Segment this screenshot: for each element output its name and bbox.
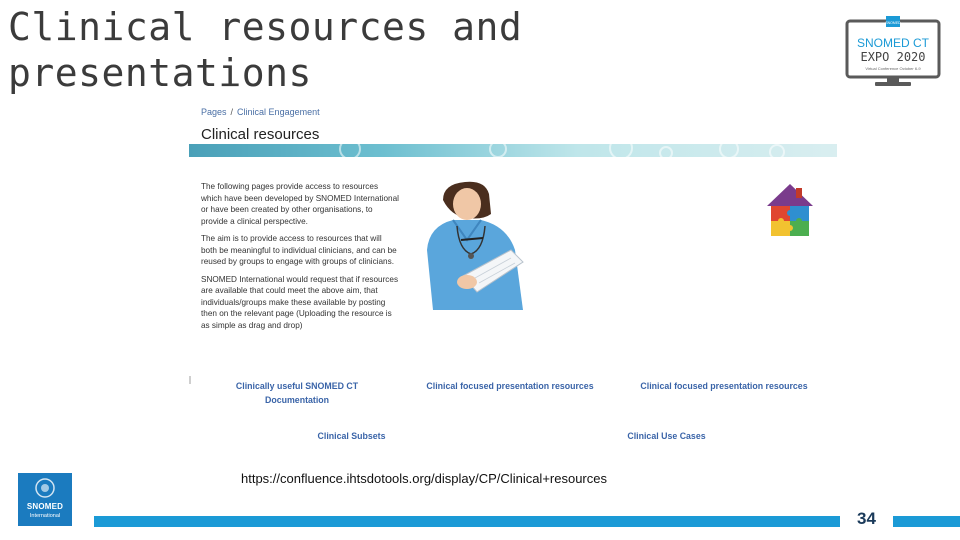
breadcrumb-separator: /: [230, 107, 234, 117]
link-clinically-useful-documentation[interactable]: Clinically useful SNOMED CT Documentation: [235, 381, 359, 405]
intro-text: [201, 181, 399, 337]
source-url[interactable]: https://confluence.ihtsdotools.org/display/CP/Clinical+resources: [241, 471, 607, 486]
scroll-marker: [189, 376, 191, 384]
page-number: 34: [857, 509, 876, 528]
page-heading: Clinical resources: [201, 126, 320, 143]
expo-logo-line-3: Virtual Conference October 6-9: [865, 66, 921, 71]
link-clinical-presentation-resources[interactable]: Clinical focused presentation resources: [426, 381, 594, 391]
expo-logo-line-1: SNOMED CT: [857, 36, 929, 50]
breadcrumb: [201, 107, 320, 117]
footer-bar: [94, 516, 840, 527]
snomed-international-logo: [18, 473, 72, 526]
puzzle-house-icon: [765, 182, 815, 238]
slide-title: [8, 4, 522, 96]
intro-paragraph: The following pages provide access to resources which have been developed by SNOMED International or have been created by other organisations, to provide a clinical perspective.: [201, 182, 399, 226]
snomed-logo-mark-icon: [18, 473, 72, 503]
link-clinical-subsets[interactable]: Clinical Subsets: [317, 431, 386, 441]
snomed-logo-subtitle: International: [29, 513, 61, 519]
breadcrumb-clinical-engagement[interactable]: Clinical Engagement: [237, 107, 320, 117]
snomed-logo-name: SNOMED: [26, 502, 64, 511]
intro-paragraph: The aim is to provide access to resources that will both be meaningful to individual clinicians, and can be reused by groups to engage with groups of clinicians.: [201, 234, 397, 266]
expo-logo-tag: SNOMED: [885, 21, 901, 25]
breadcrumb-pages[interactable]: Pages: [201, 107, 227, 117]
nurse-photo: [423, 180, 527, 310]
slide-title-line-2: presentations: [8, 51, 312, 95]
snomed-ct-expo-2020-logo: [845, 16, 941, 88]
banner-strip: [189, 144, 837, 157]
slide-title-line-1: Clinical resources and: [8, 5, 523, 49]
expo-logo-line-2: EXPO 2020: [860, 50, 926, 64]
footer-bar-right: [893, 516, 960, 527]
link-clinical-presentation-resources-2[interactable]: Clinical focused presentation resources: [640, 381, 808, 391]
intro-paragraph: SNOMED International would request that if resources are available that could meet the above aim, that individuals/groups make these available by posting then on the relevant page (Uploading the resource is as simple as drag and drop): [201, 274, 399, 330]
confluence-page-screenshot: [189, 104, 837, 480]
link-clinical-use-cases[interactable]: Clinical Use Cases: [627, 431, 706, 441]
